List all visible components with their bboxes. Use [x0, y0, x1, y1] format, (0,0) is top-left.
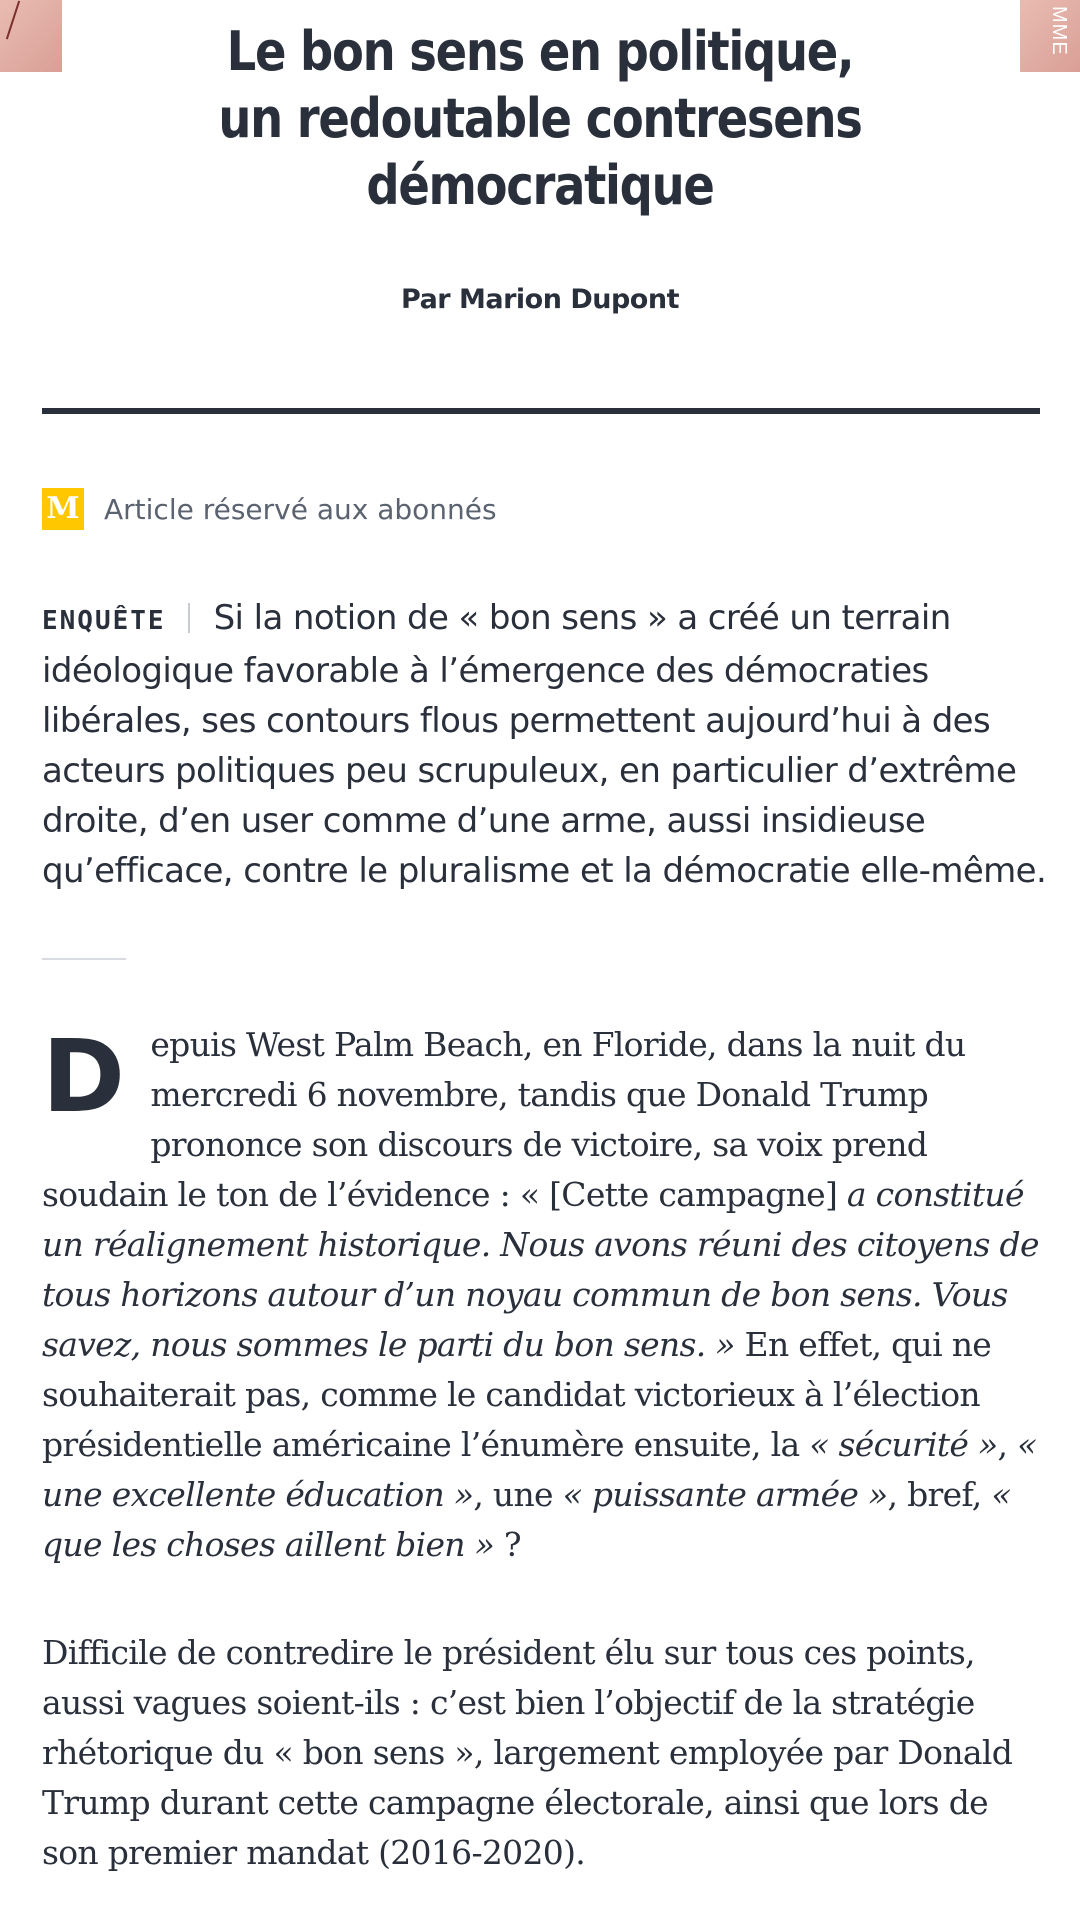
quote-security: « sécurité »	[809, 1425, 998, 1464]
paragraph-text: ,	[997, 1425, 1018, 1464]
premium-label: Article réservé aux abonnés	[104, 492, 497, 526]
paragraph-text: epuis West Palm Beach, en Floride, dans la nuit du mercredi 6 novembre, tandis que Donald Trump prononce son discours de victoire, sa voix prend soudain le ton de l’évidence : « [Cette campagne]	[42, 1025, 966, 1214]
trump-quote: a constitué un réalignement historique. Nous avons réuni des citoyens de tous horizons autour d’un noyau commun de bon sens. Vous savez, nous sommes le parti du bon sens. »	[42, 1175, 1039, 1364]
kicker-separator	[188, 603, 190, 633]
lede-text: Si la notion de « bon sens » a créé un terrain idéologique favorable à l’émergence des démocraties libérales, ses contours flous permettent aujourd’hui à des acteurs politiques peu scrupuleux, en particulier d’extrême droite, d’en user comme d’une arme, aussi insidieuse qu’efficace, contre le pluralisme et la démocratie elle-même.	[42, 598, 1047, 891]
paragraph-text: , une	[473, 1475, 563, 1514]
article-paragraph	[42, 1020, 1052, 1570]
article-kicker: ENQUÊTE	[42, 606, 166, 636]
quote-things-go-well: « que les choses aillent bien »	[42, 1475, 1011, 1564]
article-paragraph: Difficile de contredire le président élu sur tous ces points, aussi vagues soient-ils : c’est bien l’objectif de la stratégie rhétorique du « bon sens », largement employée par Donald Trump durant cette campagne électorale, ainsi que lors de son premier mandat (2016-2020).	[42, 1633, 1013, 1872]
next-article-thumbnail[interactable]	[1020, 0, 1080, 72]
quote-army: « puissante armée »	[562, 1475, 888, 1514]
quote-education: « une excellente éducation »	[42, 1425, 1037, 1514]
paragraph-text: En effet, qui ne souhaiterait pas, comme le candidat victorieux à l’élection présidentielle américaine l’énumère ensuite, la	[42, 1325, 992, 1464]
paragraph-text: ?	[494, 1525, 521, 1564]
article-lede	[42, 593, 1052, 896]
drop-cap: D	[42, 1018, 125, 1135]
lede-divider	[42, 958, 126, 960]
prev-article-thumbnail[interactable]	[0, 0, 62, 72]
next-article-thumbnail-text: MME	[1048, 6, 1070, 56]
paragraph-text: , bref,	[887, 1475, 992, 1514]
article-byline[interactable]: Par Marion Dupont	[401, 284, 679, 315]
le-monde-logo-icon: M	[42, 488, 84, 530]
premium-badge	[42, 488, 497, 530]
article-title: Le bon sens en politique, un redoutable contresens démocratique	[218, 20, 862, 217]
header-divider	[42, 408, 1040, 414]
